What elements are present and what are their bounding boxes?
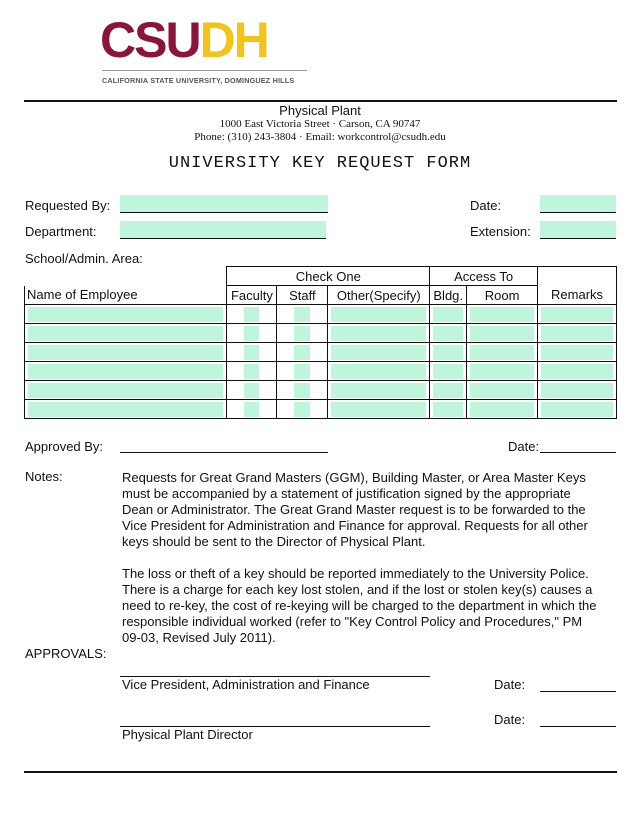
- bldg-input[interactable]: [433, 383, 463, 398]
- vp-title: Vice President, Administration and Finance: [122, 677, 370, 692]
- remarks-input[interactable]: [541, 345, 613, 360]
- csudh-logo: [100, 12, 310, 88]
- staff-checkbox[interactable]: [294, 307, 310, 322]
- employee-name-input[interactable]: [28, 364, 223, 379]
- employee-name-input[interactable]: [28, 307, 223, 322]
- director-title: Physical Plant Director: [122, 727, 253, 742]
- check-one-header: Check One: [227, 267, 430, 286]
- employee-name-input[interactable]: [28, 402, 223, 417]
- room-input[interactable]: [470, 326, 534, 341]
- staff-checkbox[interactable]: [294, 402, 310, 417]
- col-faculty: Faculty: [227, 286, 277, 305]
- department-name: Physical Plant: [279, 103, 361, 118]
- approved-by-line[interactable]: [120, 438, 328, 453]
- table-row: [25, 381, 617, 400]
- col-other: Other(Specify): [328, 286, 430, 305]
- table-row: [25, 362, 617, 381]
- director-date-label: Date:: [494, 712, 526, 727]
- form-title: UNIVERSITY KEY REQUEST FORM: [168, 154, 472, 173]
- faculty-checkbox[interactable]: [244, 307, 259, 322]
- table-row: [25, 324, 617, 343]
- remarks-input[interactable]: [541, 402, 613, 417]
- other-input[interactable]: [331, 383, 426, 398]
- top-divider: [24, 100, 617, 102]
- staff-checkbox[interactable]: [294, 345, 310, 360]
- col-room: Room: [467, 286, 538, 305]
- col-name-of-employee: Name of Employee: [25, 286, 227, 305]
- col-staff: Staff: [277, 286, 328, 305]
- other-input[interactable]: [331, 307, 426, 322]
- bldg-input[interactable]: [433, 402, 463, 417]
- access-to-header: Access To: [430, 267, 538, 286]
- logo-rule: [102, 70, 307, 71]
- director-signature-line[interactable]: [120, 712, 430, 727]
- approved-by-label: Approved By:: [25, 439, 104, 454]
- date-field[interactable]: [540, 195, 616, 213]
- staff-checkbox[interactable]: [294, 326, 310, 341]
- faculty-checkbox[interactable]: [244, 383, 259, 398]
- employee-name-input[interactable]: [28, 326, 223, 341]
- room-input[interactable]: [470, 383, 534, 398]
- department-field[interactable]: [120, 221, 326, 239]
- remarks-input[interactable]: [541, 326, 613, 341]
- room-input[interactable]: [470, 307, 534, 322]
- table-group-header: [25, 267, 617, 286]
- employee-name-input[interactable]: [28, 345, 223, 360]
- employee-name-input[interactable]: [28, 383, 223, 398]
- approved-date-line[interactable]: [540, 438, 616, 453]
- bldg-input[interactable]: [433, 364, 463, 379]
- room-input[interactable]: [470, 345, 534, 360]
- notes-label: Notes:: [25, 469, 63, 484]
- requested-by-field[interactable]: [120, 195, 328, 213]
- department-label: Department:: [25, 224, 97, 239]
- approvals-label: APPROVALS:: [25, 646, 107, 661]
- bldg-input[interactable]: [433, 326, 463, 341]
- logo-wordmark: CSUDH: [100, 12, 268, 68]
- remarks-input[interactable]: [541, 383, 613, 398]
- bldg-input[interactable]: [433, 345, 463, 360]
- table-row: [25, 400, 617, 419]
- room-input[interactable]: [470, 364, 534, 379]
- faculty-checkbox[interactable]: [244, 326, 259, 341]
- logo-subtitle: CALIFORNIA STATE UNIVERSITY, DOMINGUEZ HILLS: [102, 76, 295, 85]
- bldg-input[interactable]: [433, 307, 463, 322]
- vp-date-line[interactable]: [540, 677, 616, 692]
- vp-signature-line[interactable]: [120, 662, 430, 677]
- contact: Phone: (310) 243-3804 · Email: workcontrol@csudh.edu: [194, 131, 446, 143]
- remarks-input[interactable]: [541, 364, 613, 379]
- remarks-input[interactable]: [541, 307, 613, 322]
- bottom-divider: [24, 771, 617, 773]
- table-column-header: [25, 286, 617, 305]
- room-input[interactable]: [470, 402, 534, 417]
- other-input[interactable]: [331, 364, 426, 379]
- requested-by-label: Requested By:: [25, 198, 111, 213]
- faculty-checkbox[interactable]: [244, 364, 259, 379]
- vp-date-label: Date:: [494, 677, 526, 692]
- school-area-label: School/Admin. Area:: [25, 251, 143, 266]
- date-label: Date:: [470, 198, 502, 213]
- faculty-checkbox[interactable]: [244, 345, 259, 360]
- other-input[interactable]: [331, 326, 426, 341]
- staff-checkbox[interactable]: [294, 383, 310, 398]
- other-input[interactable]: [331, 345, 426, 360]
- other-input[interactable]: [331, 402, 426, 417]
- extension-field[interactable]: [540, 221, 616, 239]
- table-row: [25, 305, 617, 324]
- col-remarks: Remarks: [538, 286, 617, 305]
- staff-checkbox[interactable]: [294, 364, 310, 379]
- approved-date-label: Date:: [508, 439, 540, 454]
- notes-paragraph-2: The loss or theft of a key should be reported immediately to the University Police. There is a charge for each key lost stolen, and if the lost or stolen key(s) causes a need to re-key, the cost of re-keying will be charged to the department in which the responsible individual worked (refer to "Key Control Policy and Procedures," PM 09-03, Revised July 2011).: [122, 566, 597, 645]
- notes-paragraph-1: Requests for Great Grand Masters (GGM), Building Master, or Area Master Keys must be accompanied by a statement of justification signed by the appropriate Dean or Administrator. The Great Grand Master request is to be forwarded to the Vice President for Administration and Finance for approval. Requests for all other keys should be sent to the Director of Physical Plant.: [122, 470, 588, 549]
- table-row: [25, 343, 617, 362]
- faculty-checkbox[interactable]: [244, 402, 259, 417]
- extension-label: Extension:: [470, 224, 531, 239]
- director-date-line[interactable]: [540, 712, 616, 727]
- address: 1000 East Victoria Street · Carson, CA 90747: [219, 118, 421, 130]
- employee-key-table: [24, 266, 617, 419]
- col-bldg: Bldg.: [430, 286, 467, 305]
